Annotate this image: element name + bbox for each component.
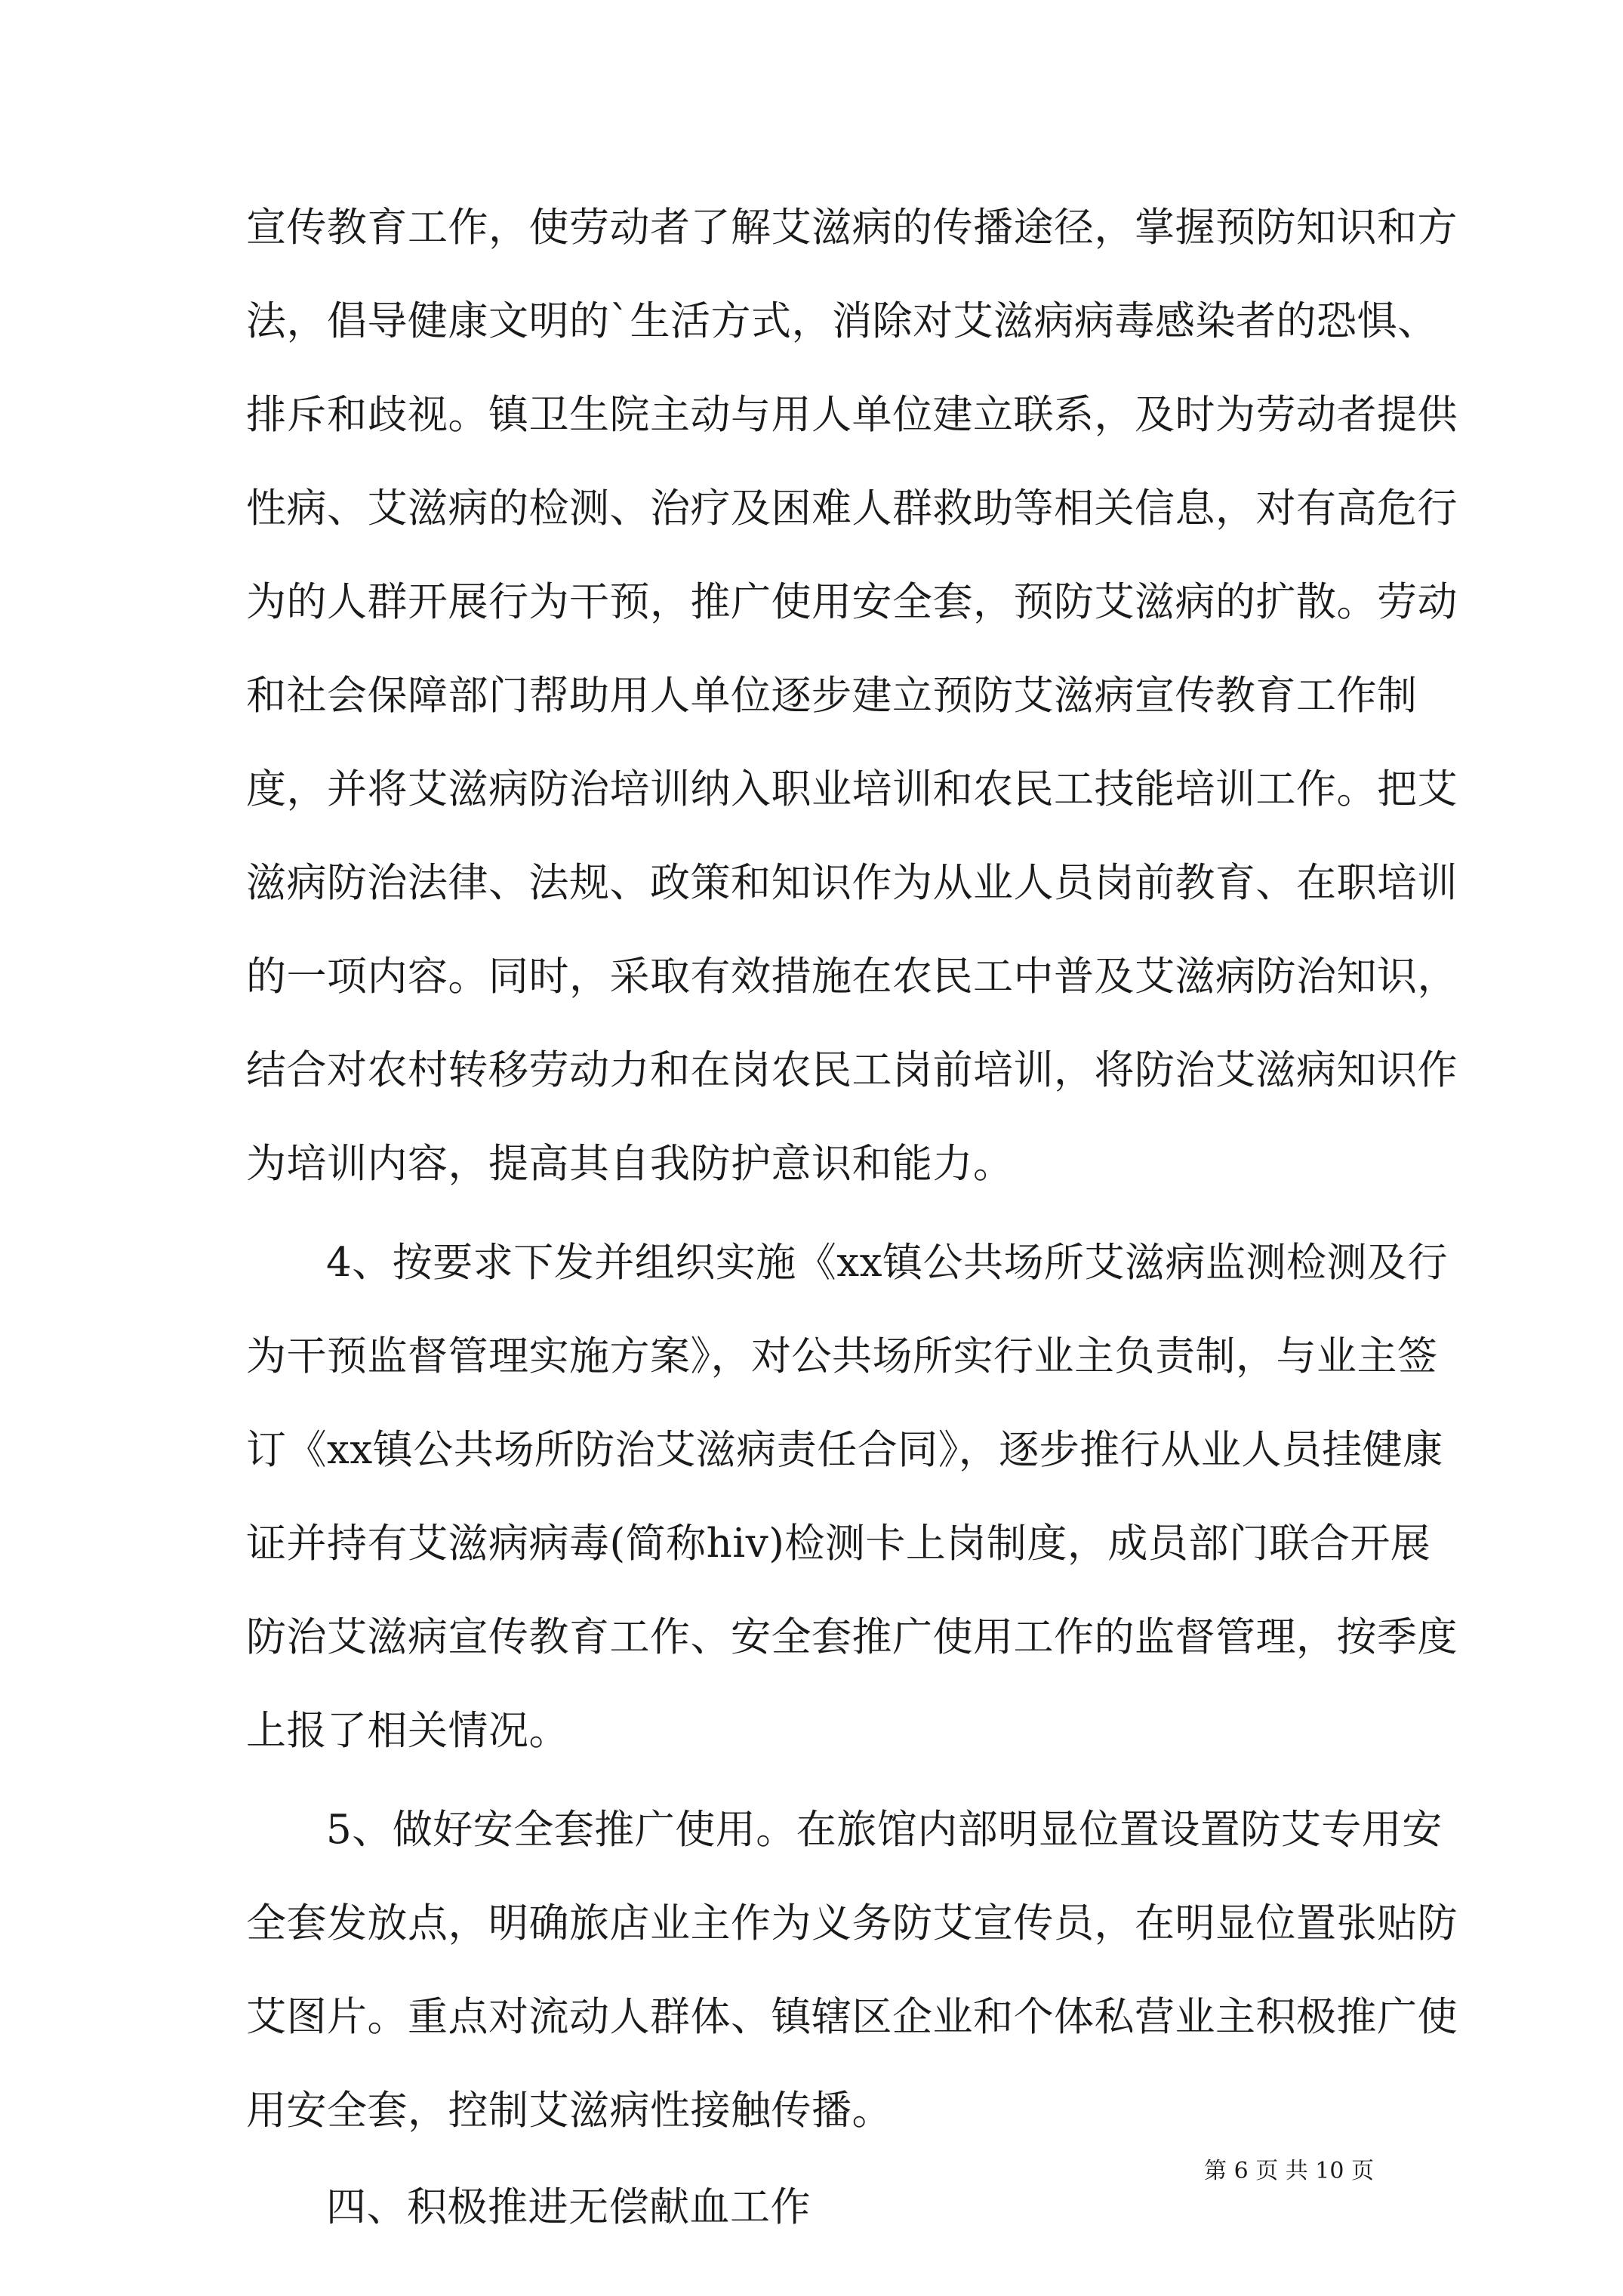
paragraph-line: 5、做好安全套推广使用。在旅馆内部明显位置设置防艾专用安 [326, 1807, 1443, 1853]
paragraph-line: 为培训内容，提高其自我防护意识和能力。 [246, 1141, 1014, 1187]
paragraph-line: 证并持有艾滋病病毒(简称hiv)检测卡上岗制度，成员部门联合开展 [246, 1521, 1431, 1567]
paragraph-line: 防治艾滋病宣传教育工作、安全套推广使用工作的监督管理，按季度 [246, 1614, 1458, 1660]
paragraph-line: 订《xx镇公共场所防治艾滋病责任合同》，逐步推行从业人员挂健康 [246, 1427, 1443, 1473]
paragraph-line: 滋病防治法律、法规、政策和知识作为从业人员岗前教育、在职培训 [246, 860, 1458, 906]
paragraph-line: 结合对农村转移劳动力和在岗农民工岗前培训，将防治艾滋病知识作 [246, 1047, 1458, 1093]
page-number: 第 6 页 共 10 页 [1204, 2158, 1374, 2184]
paragraph-line: 度，并将艾滋病防治培训纳入职业培训和农民工技能培训工作。把艾 [246, 766, 1458, 812]
paragraph-line: 上报了相关情况。 [246, 1708, 569, 1754]
paragraph-line: 宣传教育工作，使劳动者了解艾滋病的传播途径，掌握预防知识和方 [246, 205, 1458, 251]
section-heading: 四、积极推进无偿献血工作 [326, 2184, 811, 2230]
paragraph-line: 全套发放点，明确旅店业主作为义务防艾宣传员，在明显位置张贴防 [246, 1900, 1458, 1946]
paragraph-line: 性病、艾滋病的检测、治疗及困难人群救助等相关信息，对有高危行 [246, 485, 1458, 532]
paragraph-line: 4、按要求下发并组织实施《xx镇公共场所艾滋病监测检测及行 [326, 1240, 1448, 1286]
paragraph-line: 为干预监督管理实施方案》，对公共场所实行业主负责制，与业主签 [246, 1333, 1438, 1379]
paragraph-line: 艾图片。重点对流动人群体、镇辖区企业和个体私营业主积极推广使 [246, 1994, 1458, 2040]
paragraph-line: 排斥和歧视。镇卫生院主动与用人单位建立联系，及时为劳动者提供 [246, 392, 1458, 438]
paragraph-line: 用安全套，控制艾滋病性接触传播。 [246, 2088, 892, 2134]
paragraph-line: 的一项内容。同时，采取有效措施在农民工中普及艾滋病防治知识， [246, 954, 1458, 1000]
paragraph-line: 为的人群开展行为干预，推广使用安全套，预防艾滋病的扩散。劳动 [246, 579, 1458, 625]
paragraph-line: 和社会保障部门帮助用人单位逐步建立预防艾滋病宣传教育工作制 [246, 673, 1418, 719]
paragraph-line: 法，倡导健康文明的`生活方式，消除对艾滋病病毒感染者的恐惧、 [246, 298, 1438, 344]
